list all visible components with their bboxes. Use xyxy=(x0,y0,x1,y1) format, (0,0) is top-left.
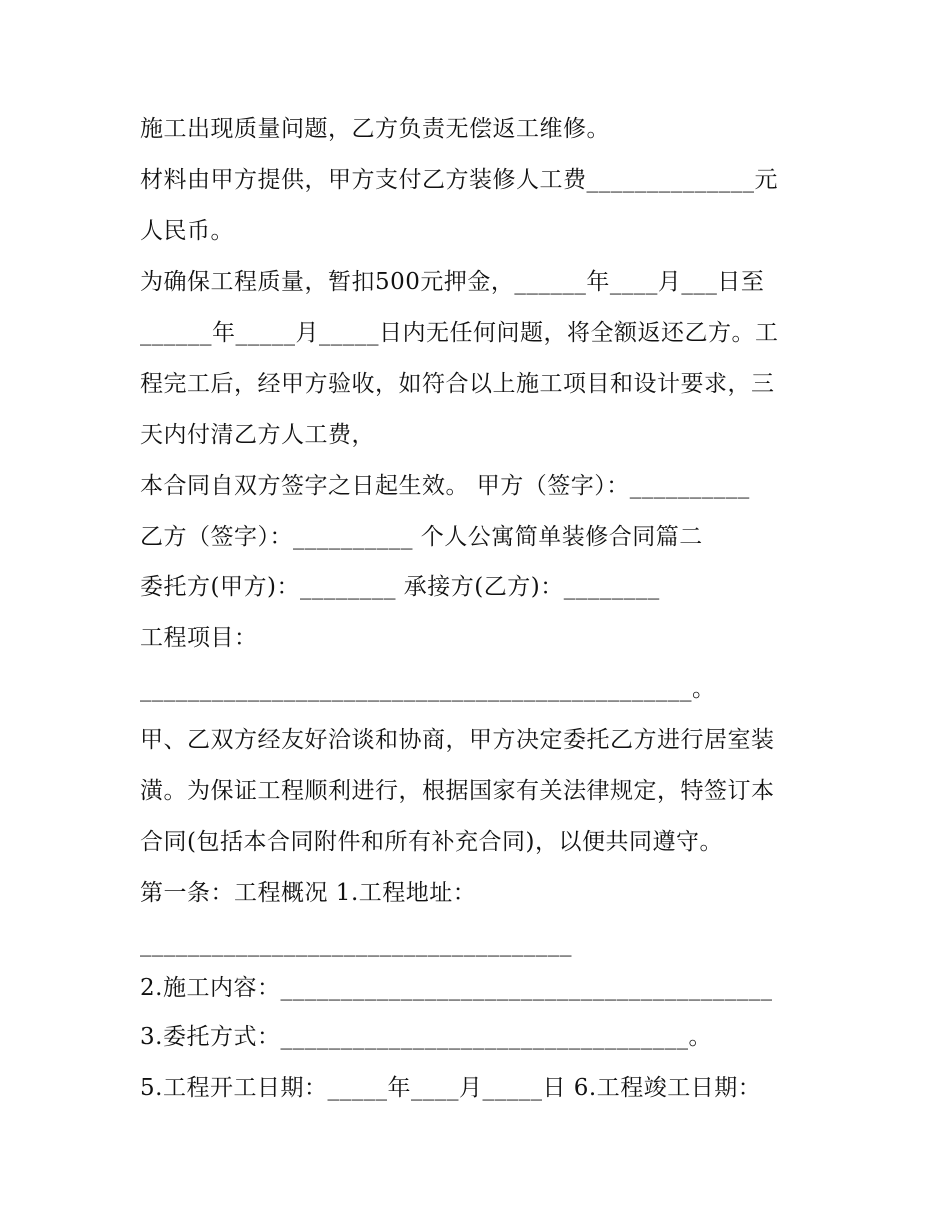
text-line: 5.工程开工日期：_____年____月_____日 6.工程竣工日期： xyxy=(140,1075,762,1101)
text-line: 本合同自双方签字之日起生效。 甲方（签字）：__________ xyxy=(140,473,750,499)
text-line: 工程项目： xyxy=(140,625,258,651)
text-line: 委托方(甲方)：________ 承接方(乙方)：________ xyxy=(140,574,660,600)
text-line: 为确保工程质量，暂扣500元押金，______年____月___日至 xyxy=(140,269,765,295)
text-line: ______年_____月_____日内无任何问题，将全额返还乙方。工 xyxy=(140,320,779,346)
text-line: 材料由甲方提供，甲方支付乙方装修人工费______________元 xyxy=(140,167,778,193)
text-line: 甲、乙双方经友好洽谈和协商，甲方决定委托乙方进行居室装 xyxy=(140,727,775,753)
text-line: 3.委托方式：__________________________________。 xyxy=(140,1024,712,1050)
text-line: 程完工后，经甲方验收，如符合以上施工项目和设计要求，三 xyxy=(140,371,775,397)
text-line: 第一条：工程概况 1.工程地址： xyxy=(140,880,477,906)
text-line: 2.施工内容：_________________________________________ xyxy=(140,975,773,1001)
text-line: 合同(包括本合同附件和所有补充合同)，以便共同遵守。 xyxy=(140,829,723,855)
text-line: ______________________________________________。 xyxy=(140,676,716,702)
text-line: 施工出现质量问题，乙方负责无偿返工维修。 xyxy=(140,116,610,142)
text-line: 乙方（签字）：__________ 个人公寓简单装修合同篇二 xyxy=(140,524,703,550)
text-line: 天内付清乙方人工费， xyxy=(140,422,375,448)
text-line: ____________________________________ xyxy=(140,931,572,957)
text-line: 人民币。 xyxy=(140,218,234,244)
text-line: 潢。为保证工程顺利进行，根据国家有关法律规定，特签订本 xyxy=(140,778,775,804)
